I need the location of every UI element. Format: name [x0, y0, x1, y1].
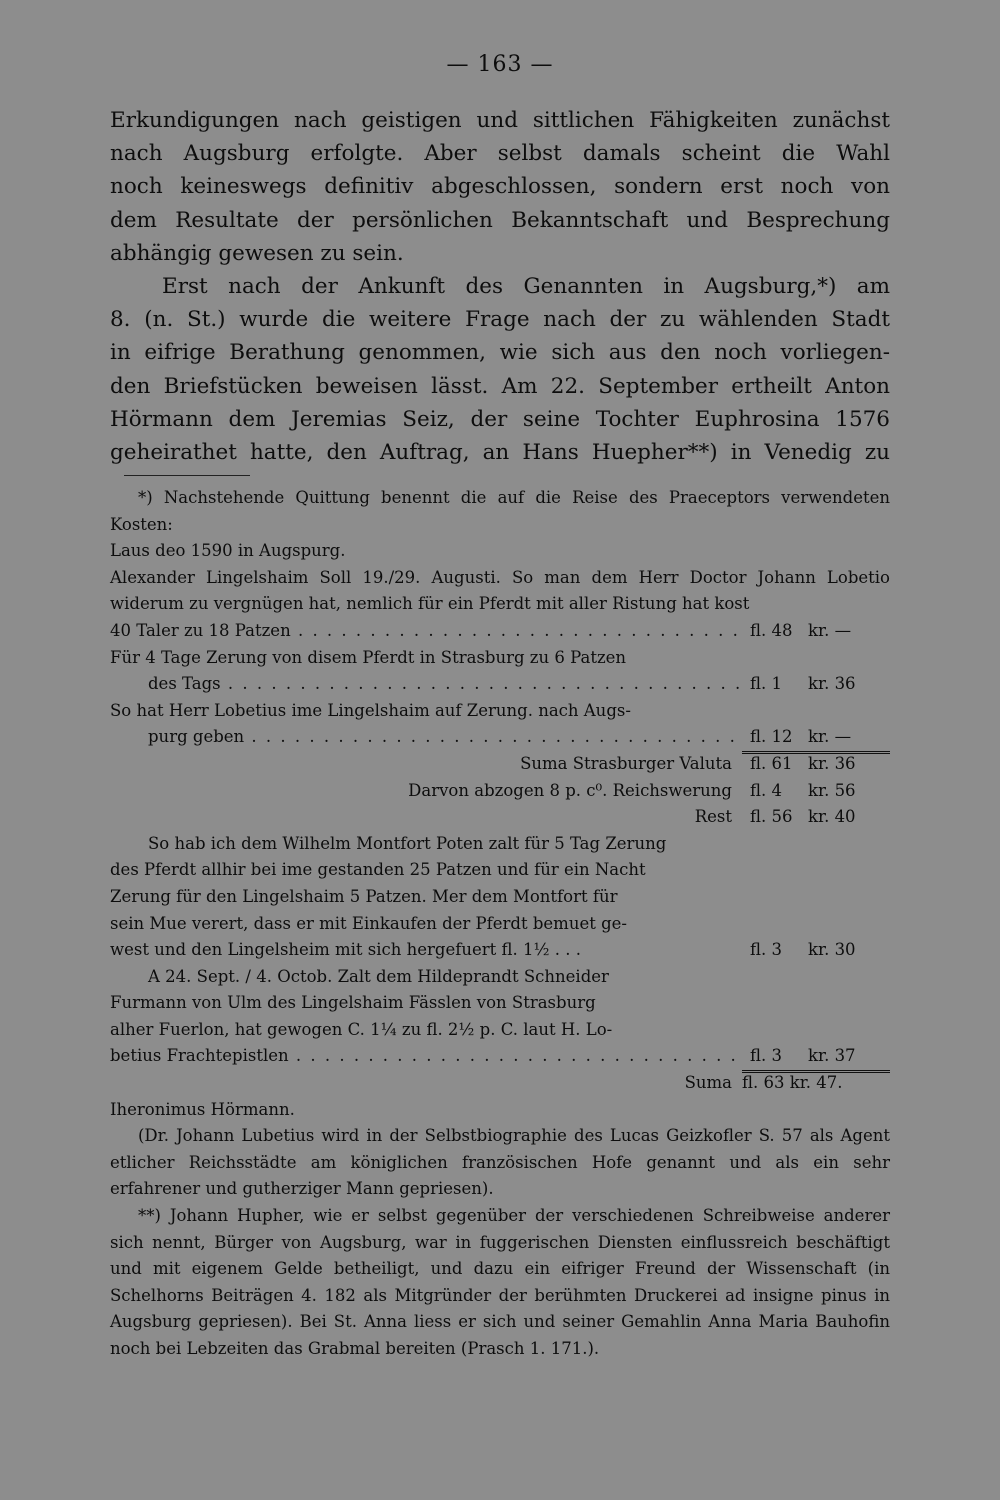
receipt-item: [110, 698, 890, 725]
footnote-1-remark: (Dr. Johann Lubetius wird in der Selbstbiographie des Lucas Geizkofler S. 57 als Agent etlicher Reichsstädte am königlichen französischen Hofe genannt und als ein sehr erfahrener und gutherziger Mann gepriesen).: [110, 1126, 890, 1199]
receipt-item-text: 40 Taler zu 18 Patzen . . .: [110, 618, 742, 645]
receipt-line-text: A 24. Sept. / 4. Octob. Zalt dem Hildeprandt Schneider: [148, 966, 609, 986]
receipt-line: [110, 911, 890, 938]
receipt-line: [110, 857, 890, 884]
amount-fl: fl. 56: [750, 807, 793, 827]
receipt-item: [110, 618, 890, 645]
receipt-line: [110, 831, 890, 858]
receipt-item-text: So hat Herr Lobetius ime Lingelshaim auf Zerung. nach Augs-: [110, 700, 631, 720]
receipt-line-text: Zerung für den Lingelshaim 5 Patzen. Mer dem Montfort für: [110, 886, 618, 906]
receipt-line-text: So hab ich dem Wilhelm Montfort Poten zalt für 5 Tag Zerung: [148, 833, 667, 853]
footnote-2: **) Johann Hupher, wie er selbst gegenüber der verschiedenen Schreibweise anderer sich nennt, Bürger von Augsburg, war in fuggerischen Diensten einflussreich beschäftigt und mit eigenem Gelde betheiligt, und dazu ein eifriger Freund der Wissenschaft (in Schelhorns Beiträgen 4. 182 als Mitgründer der berühmten Druckerei ad insigne pinus in Augsburg gepriesen). Bei St. Anna liess er sich und seiner Gemahlin Anna Maria Bauhofin noch bei Lebzeiten das Grabmal bereiten (Prasch 1. 171.).: [110, 1206, 890, 1358]
footnote-1-intro: *) Nachstehende Quittung benennt die auf die Reise des Praeceptors verwendeten Kosten:: [110, 488, 890, 534]
receipt-opening: Alexander Lingelshaim Soll 19./29. Augusti. So man dem Herr Doctor Johann Lobetio widerum zu vergnügen hat, nemlich für ein Pferdt mit aller Ristung hat kost: [110, 567, 890, 614]
receipt-total: [110, 804, 890, 831]
text-line: dem Resultate der persönlichen Bekanntschaft und Besprechung: [110, 207, 890, 233]
amount-fl: fl. 1: [750, 674, 782, 694]
amount-kr: kr. —: [808, 620, 852, 640]
page-number: — 163 —: [446, 52, 554, 77]
text-line: in eifrige Berathung genommen, wie sich aus den noch vorliegen-: [110, 340, 890, 366]
amount-kr: kr. 37: [808, 1046, 856, 1066]
receipt-item: [110, 724, 890, 751]
receipt-signature: Iheronimus Hörmann.: [110, 1099, 295, 1119]
receipt-sum: [110, 1070, 890, 1097]
receipt-line: [110, 1017, 890, 1044]
main-text: [110, 104, 890, 469]
amount-fl: fl. 12: [750, 727, 793, 747]
receipt-item-text: Für 4 Tage Zerung von disem Pferdt in Strasburg zu 6 Patzen: [110, 647, 627, 667]
text-line: den Briefstücken beweisen lässt. Am 22. September ertheilt Anton: [110, 373, 890, 399]
receipt-total-label: Darvon abzogen 8 p. c⁰. Reichswerung: [408, 780, 732, 800]
amount-kr: kr. 40: [808, 807, 856, 827]
amount-fl: fl. 4: [750, 780, 782, 800]
receipt-total-label: Rest: [694, 807, 732, 827]
receipt-total: [110, 751, 890, 778]
text-line: geheirathet hatte, den Auftrag, an Hans Huepher**) in Venedig zu: [110, 440, 890, 466]
amount-fl: fl. 48: [750, 620, 793, 640]
receipt-item-text: betius Frachtepistlen . . .: [110, 1043, 742, 1070]
receipt-item: [110, 671, 890, 698]
receipt-line-text: sein Mue verert, dass er mit Einkaufen der Pferdt bemuet ge-: [110, 913, 627, 933]
amount-fl: fl. 3: [750, 940, 782, 960]
receipt-total-label: Suma Strasburger Valuta: [520, 753, 732, 773]
receipt-item: [110, 645, 890, 672]
receipt-item: [110, 937, 890, 964]
amount-kr: kr. 56: [808, 780, 856, 800]
receipt-sum-label: Suma: [684, 1073, 732, 1093]
text-line: Erst nach der Ankunft des Genannten in Augsburg,*) am: [162, 274, 890, 300]
amount-kr: kr. 36: [808, 753, 856, 773]
receipt-item: [110, 1043, 890, 1070]
amount-fl: fl. 3: [750, 1046, 782, 1066]
receipt-line-text: Furmann von Ulm des Lingelshaim Fässlen von Strasburg: [110, 993, 596, 1013]
receipt-line: [110, 884, 890, 911]
text-line: Erkundigungen nach geistigen und sittlichen Fähigkeiten zunächst: [110, 108, 890, 133]
receipt-heading: Laus deo 1590 in Augspurg.: [110, 541, 346, 561]
footnote-divider: [124, 475, 250, 476]
text-line: nach Augsburg erfolgte. Aber selbst damals scheint die Wahl: [110, 141, 890, 167]
paragraph-1: [110, 104, 890, 270]
receipt-item-text: des Tags . . .: [110, 671, 742, 698]
receipt-item-text: purg geben . . .: [110, 724, 742, 751]
amount-kr: kr. —: [808, 727, 852, 747]
receipt-sum-value: fl. 63 kr. 47.: [742, 1073, 843, 1093]
amount-kr: kr. 30: [808, 940, 856, 960]
paragraph-2: [110, 270, 890, 469]
receipt-item-text: west und den Lingelsheim mit sich hergefuert fl. 1½ . . .: [110, 940, 581, 960]
footnotes: [110, 485, 890, 1363]
text-line: noch keineswegs definitiv abgeschlossen, sondern erst noch von: [110, 174, 890, 200]
amount-kr: kr. 36: [808, 674, 856, 694]
receipt-total: [110, 778, 890, 805]
text-line: abhängig gewesen zu sein.: [110, 240, 404, 266]
receipt-line-text: alher Fuerlon, hat gewogen C. 1¼ zu fl. 2½ p. C. laut H. Lo-: [110, 1019, 613, 1039]
text-line: Hörmann dem Jeremias Seiz, der seine Tochter Euphrosina 1576: [110, 406, 890, 432]
receipt-line: [110, 964, 890, 991]
receipt-line-text: des Pferdt allhir bei ime gestanden 25 Patzen und für ein Nacht: [110, 860, 646, 880]
text-line: 8. (n. St.) wurde die weitere Frage nach der zu wählenden Stadt: [110, 307, 890, 333]
receipt-line: [110, 990, 890, 1017]
amount-fl: fl. 61: [750, 753, 793, 773]
